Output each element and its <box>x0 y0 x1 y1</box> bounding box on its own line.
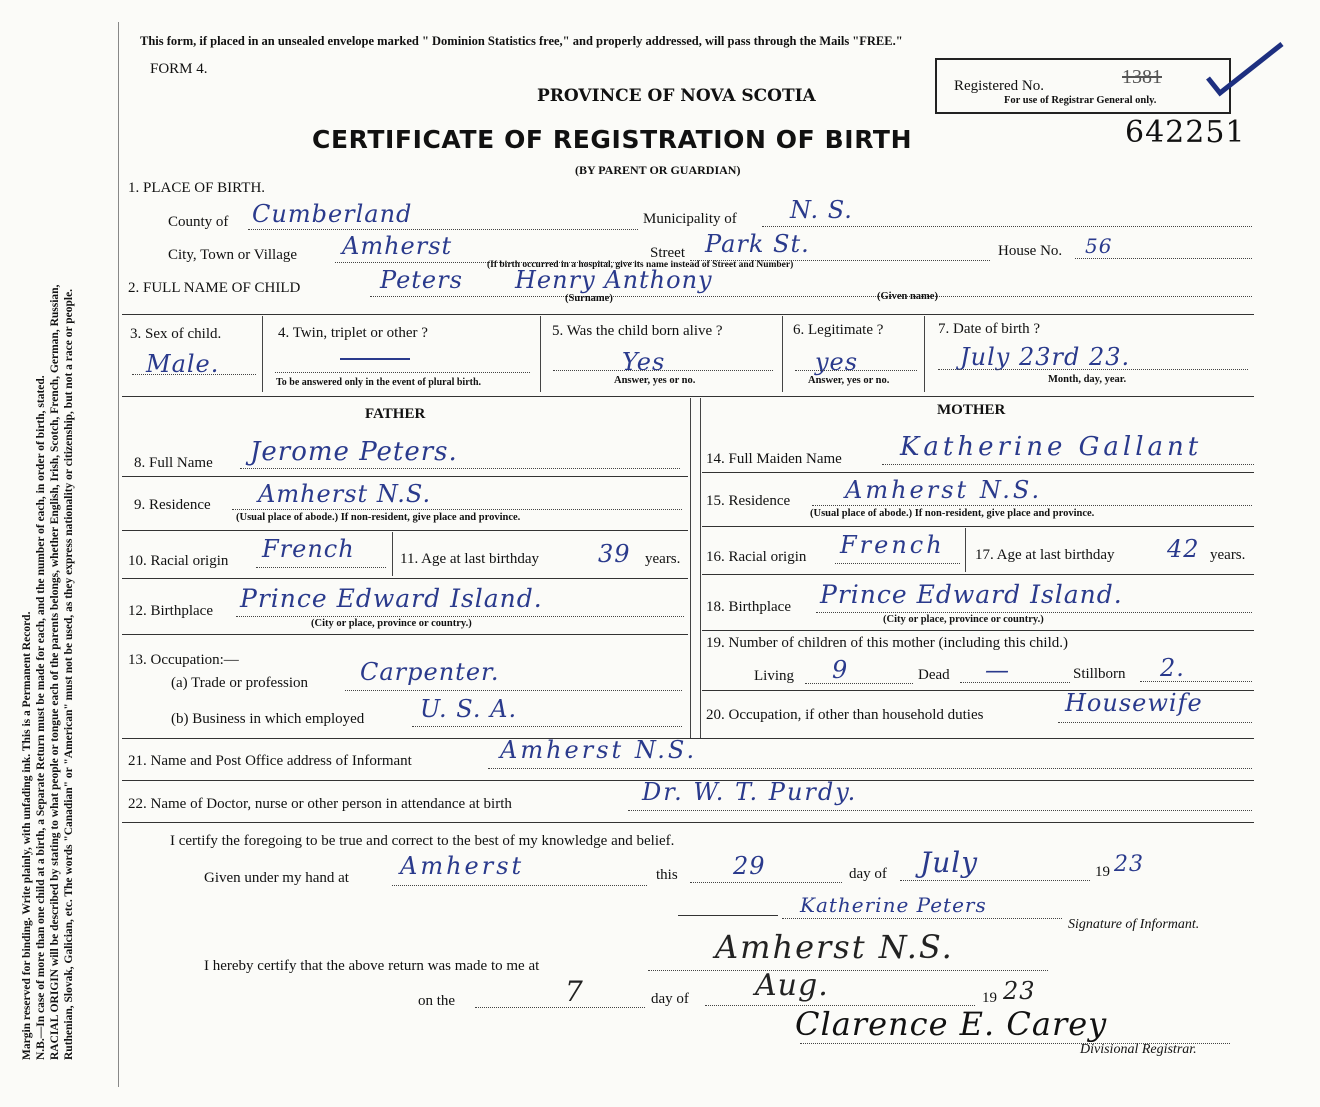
margin-line-2: N.B.—In case of more than one child at a birth, a Separate Return must be made for each, and the number of each, in order of birth, stated. <box>35 375 47 1060</box>
mother-racial-label: 16. Racial origin <box>706 549 807 565</box>
informant-value: Amherst N.S. <box>500 736 698 764</box>
mail-notice: This form, if placed in an unsealed envelope marked " Dominion Statistics free," and properly addressed, will pass through the Mails "FREE." <box>140 34 903 48</box>
date-value: July 23rd 23. <box>960 343 1131 371</box>
business-value: U. S. A. <box>420 695 518 723</box>
form-number: FORM 4. <box>150 61 208 77</box>
child-surname: Peters <box>380 266 463 294</box>
certify-year-prefix: 19 <box>1095 864 1110 880</box>
informant-label: 21. Name and Post Office address of Informant <box>128 753 412 769</box>
signature-caption: Signature of Informant. <box>1068 917 1200 932</box>
certify-year: 23 <box>1114 852 1144 877</box>
trade-value: Carpenter. <box>360 658 500 686</box>
sex-value: Male. <box>146 350 220 378</box>
registered-label: Registered No. <box>954 78 1044 94</box>
occupation-label: 13. Occupation:— <box>128 652 239 668</box>
registrar-day: 7 <box>565 975 584 1008</box>
registered-number: 642251 <box>1125 115 1246 150</box>
registrar-signature: Clarence E. Carey <box>795 1005 1108 1043</box>
father-years: years. <box>645 551 681 567</box>
registrar-statement: I hereby certify that the above return was made to me at <box>204 958 540 974</box>
trade-label: (a) Trade or profession <box>171 675 309 691</box>
father-birthplace-label: 12. Birthplace <box>128 603 213 619</box>
sex-label: 3. Sex of child. <box>130 326 222 342</box>
mother-age-label: 17. Age at last birthday <box>975 547 1115 563</box>
house-value: 56 <box>1085 234 1113 258</box>
certify-month: July <box>920 846 979 879</box>
city-label: City, Town or Village <box>168 247 298 263</box>
stillborn-label: Stillborn <box>1073 666 1126 682</box>
living-value: 9 <box>832 656 849 684</box>
checkmark-icon <box>1200 38 1290 98</box>
date-note: Month, day, year. <box>1048 374 1127 385</box>
stillborn-value: 2. <box>1160 654 1185 682</box>
given-note: (Given name) <box>877 291 938 302</box>
legitimate-label: 6. Legitimate ? <box>793 322 884 338</box>
certify-statement: I certify the foregoing to be true and correct to the best of my knowledge and belief. <box>170 833 675 849</box>
twin-label: 4. Twin, triplet or other ? <box>278 325 428 341</box>
county-label: County of <box>168 214 229 230</box>
mother-age-value: 42 <box>1167 535 1200 563</box>
mother-name-label: 14. Full Maiden Name <box>706 451 842 467</box>
registrar-month: Aug. <box>755 968 829 1003</box>
dead-value: — <box>985 656 1010 684</box>
mother-racial-value: French <box>840 531 945 559</box>
legitimate-value: yes <box>815 348 859 376</box>
father-name-label: 8. Full Name <box>134 455 213 471</box>
margin-divider <box>118 22 119 1087</box>
mother-occupation-value: Housewife <box>1065 689 1203 717</box>
mother-birthplace-note: (City or place, province or country.) <box>883 614 1044 625</box>
father-age-label: 11. Age at last birthday <box>400 551 539 567</box>
father-racial-label: 10. Racial origin <box>128 553 229 569</box>
given-place: Amherst <box>400 852 525 880</box>
place-heading: 1. PLACE OF BIRTH. <box>128 180 266 196</box>
dead-label: Dead <box>918 667 950 683</box>
municipality-label: Municipality of <box>643 211 737 227</box>
city-value: Amherst <box>342 232 453 260</box>
this-label: this <box>656 867 678 883</box>
doctor-value: Dr. W. T. Purdy. <box>642 778 858 806</box>
hospital-note: (If birth occurred in a hospital, give its name instead of Street and Number) <box>487 260 794 270</box>
business-label: (b) Business in which employed <box>171 711 365 727</box>
child-name-label: 2. FULL NAME OF CHILD <box>128 280 301 296</box>
father-residence-label: 9. Residence <box>134 497 211 513</box>
registrar-year: 23 <box>1003 977 1036 1005</box>
surname-note: (Surname) <box>565 293 613 304</box>
margin-line-4: Ruthenian, Slovak, Galician, etc. The words "Canadian" or "American" must not be used, as they express nationality or citizenship, but not a race or people. <box>63 288 75 1060</box>
father-residence-value: Amherst N.S. <box>258 480 432 508</box>
certificate-subtitle: (BY PARENT OR GUARDIAN) <box>575 163 741 177</box>
mother-birthplace-label: 18. Birthplace <box>706 599 791 615</box>
twin-note: To be answered only in the event of plural birth. <box>276 377 482 388</box>
registrar-caption: Divisional Registrar. <box>1080 1042 1197 1057</box>
children-label: 19. Number of children of this mother (including this child.) <box>706 635 1069 651</box>
registered-struck: 1381 <box>1122 66 1162 88</box>
mother-residence-label: 15. Residence <box>706 493 791 509</box>
living-label: Living <box>754 668 794 684</box>
father-racial-value: French <box>262 535 355 563</box>
day-of-label: day of <box>849 866 887 882</box>
father-birthplace-note: (City or place, province or country.) <box>311 618 472 629</box>
street-label: Street <box>650 245 685 261</box>
margin-line-3: RACIAL ORIGIN will be described by stating to what people or tongue each of the parents belongs, whether English, Irish, Scotch, French, German, Russian, <box>49 284 61 1060</box>
father-residence-note: (Usual place of abode.) If non-resident, give place and province. <box>236 512 521 523</box>
registrar-year-prefix: 19 <box>982 990 997 1006</box>
certify-day: 29 <box>733 852 766 880</box>
margin-line-1: Margin reserved for binding. Write plainly, with unfading ink. This is a Permanent Record. <box>21 611 33 1060</box>
father-name-value: Jerome Peters. <box>250 437 458 467</box>
municipality-value: N. S. <box>790 196 853 224</box>
informant-signature: Katherine Peters <box>800 893 987 917</box>
mother-years: years. <box>1210 547 1246 563</box>
certificate-title: CERTIFICATE OF REGISTRATION OF BIRTH <box>312 125 913 154</box>
mother-occupation-label: 20. Occupation, if other than household duties <box>706 707 984 723</box>
county-value: Cumberland <box>252 200 413 228</box>
province-heading: PROVINCE OF NOVA SCOTIA <box>537 86 816 106</box>
given-label: Given under my hand at <box>204 870 349 886</box>
doctor-label: 22. Name of Doctor, nurse or other person in attendance at birth <box>128 796 512 812</box>
street-value: Park St. <box>705 230 810 258</box>
father-age-value: 39 <box>598 540 631 568</box>
registrar-day-of-label: day of <box>651 991 689 1007</box>
alive-note: Answer, yes or no. <box>614 375 696 386</box>
mother-heading: MOTHER <box>937 402 1006 418</box>
mother-birthplace-value: Prince Edward Island. <box>820 580 1123 609</box>
registered-note: For use of Registrar General only. <box>1004 95 1157 106</box>
mother-residence-value: Amherst N.S. <box>845 476 1043 504</box>
alive-value: Yes <box>622 348 666 376</box>
date-label: 7. Date of birth ? <box>938 321 1041 337</box>
legitimate-note: Answer, yes or no. <box>808 375 890 386</box>
on-the-label: on the <box>418 993 456 1009</box>
margin-instructions <box>20 10 76 1060</box>
alive-label: 5. Was the child born alive ? <box>552 323 723 339</box>
mother-residence-note: (Usual place of abode.) If non-resident, give place and province. <box>810 508 1095 519</box>
father-heading: FATHER <box>365 406 426 422</box>
house-label: House No. <box>998 243 1063 259</box>
child-given-name: Henry Anthony <box>515 266 713 294</box>
father-birthplace-value: Prince Edward Island. <box>240 584 543 613</box>
mother-name-value: Katherine Gallant <box>900 432 1203 462</box>
registrar-place: Amherst N.S. <box>715 928 954 966</box>
